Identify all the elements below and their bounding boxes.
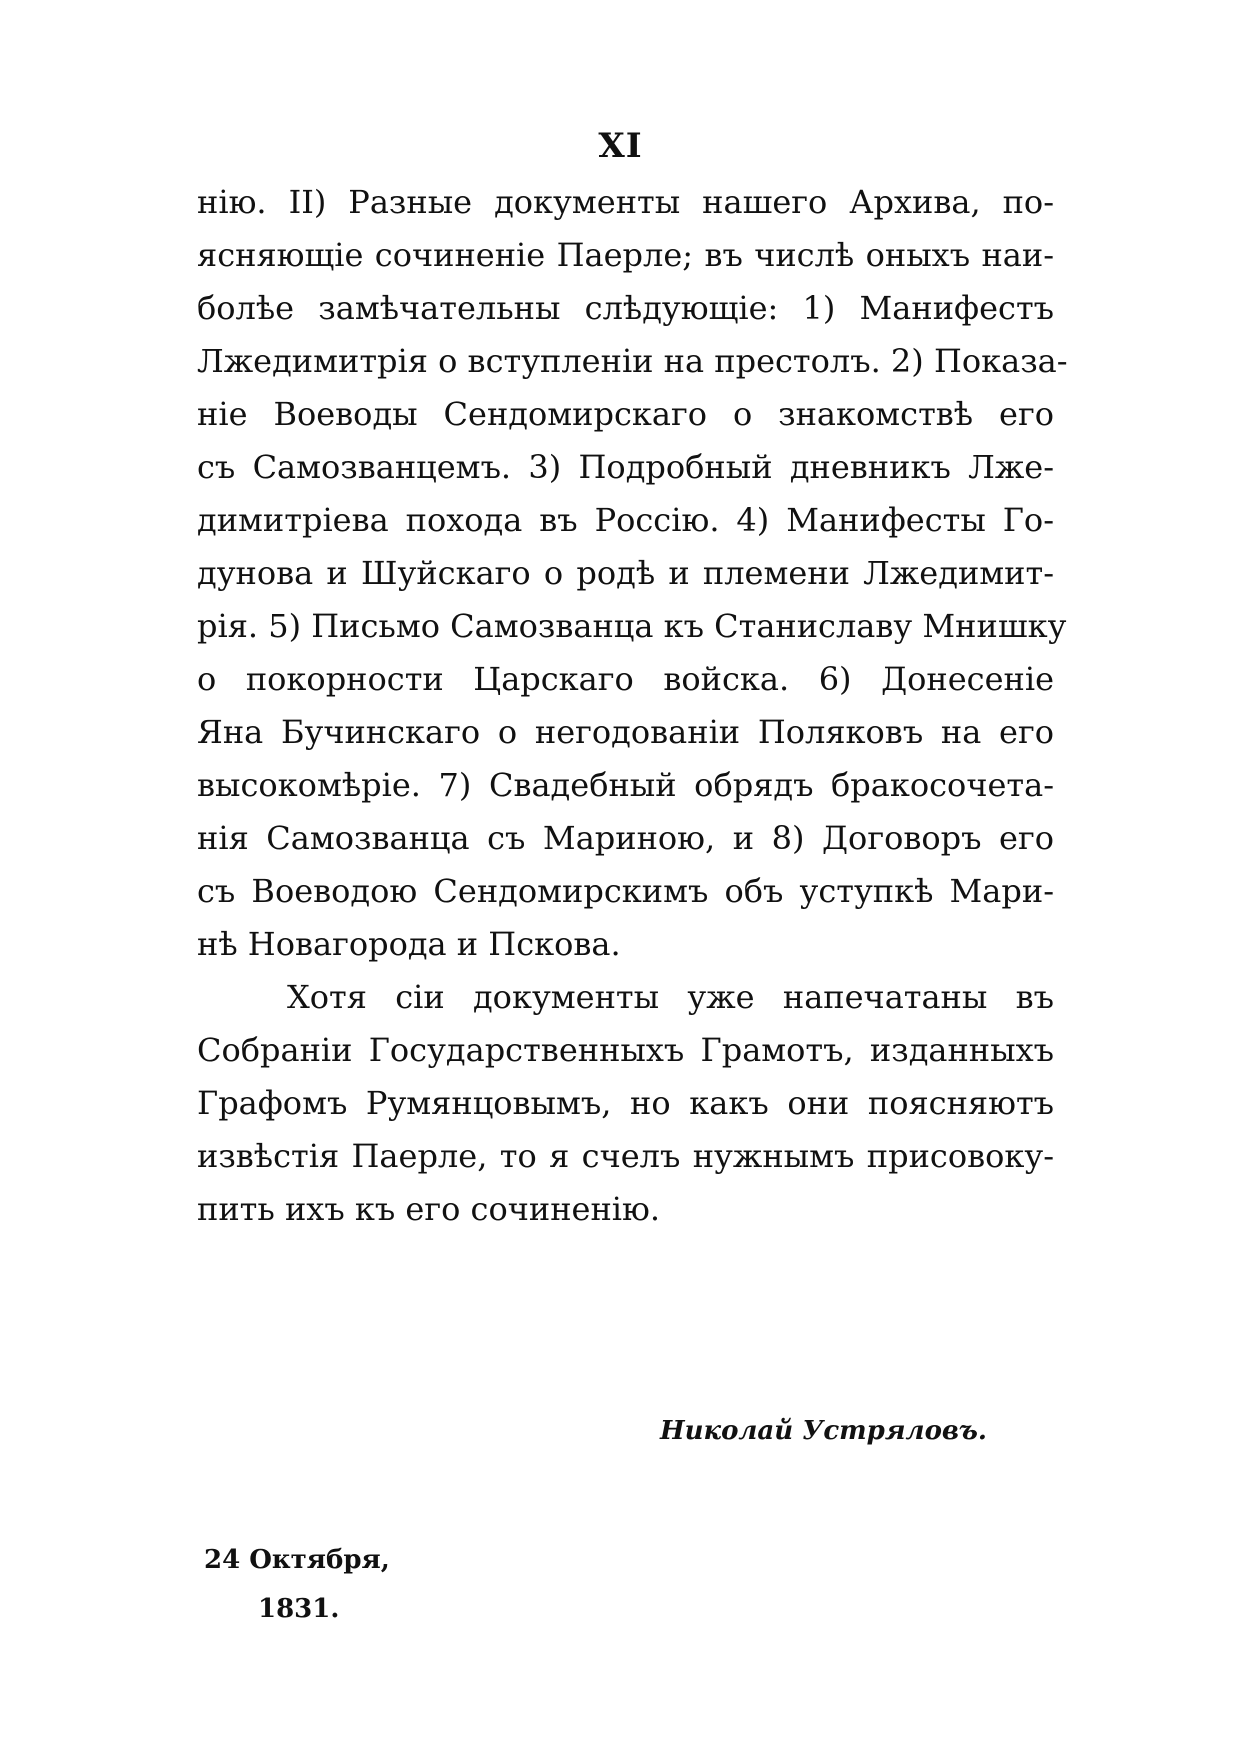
text-line: извѣстія Паерле, то я счелъ нужнымъ присовоку- [197, 1137, 1054, 1175]
text-line: о покорности Царскаго войска. 6) Донесеніе [197, 660, 1054, 698]
text-line: ясняющіе сочиненіе Паерле; въ числѣ оныхъ наи- [197, 236, 1054, 274]
text-line: дунова и Шуйскаго о родѣ и племени Лжедимит- [197, 554, 1054, 592]
text-line: нѣ Новагорода и Пскова. [197, 925, 621, 963]
text-line: димитріева похода въ Россію. 4) Манифесты Го- [197, 501, 1054, 539]
text-line: съ Самозванцемъ. 3) Подробный дневникъ Лже- [197, 448, 1054, 486]
text-line: пить ихъ къ его сочиненію. [197, 1190, 661, 1228]
date-year: 1831. [258, 1594, 340, 1624]
text-line: ніе Воеводы Сендомирскаго о знакомствѣ его [197, 395, 1054, 433]
text-line: высокомѣріе. 7) Свадебный обрядъ бракосочета- [197, 766, 1054, 804]
text-line: нія Самозванца съ Мариною, и 8) Договоръ его [197, 819, 1054, 857]
text-line: Яна Бучинскаго о негодованіи Поляковъ на его [197, 713, 1054, 751]
page-number: XI [598, 126, 643, 166]
text-line: Лжедимитрія о вступленіи на престолъ. 2) Показа- [197, 342, 1068, 380]
text-line: Графомъ Румянцовымъ, но какъ они поясняютъ [197, 1084, 1054, 1122]
text-line: Собраніи Государственныхъ Грамотъ, изданныхъ [197, 1031, 1054, 1069]
author-signature: Николай Устряловъ. [660, 1416, 987, 1446]
text-line: съ Воеводою Сендомирскимъ объ уступкѣ Мари- [197, 872, 1054, 910]
date-day: 24 Октября, [204, 1545, 390, 1575]
text-line: нію. II) Разные документы нашего Архива, по- [197, 183, 1054, 221]
text-line: Хотя сіи документы уже напечатаны въ [287, 978, 1054, 1016]
text-line: рія. 5) Письмо Самозванца къ Станиславу Мнишку [197, 607, 1067, 645]
text-line: болѣе замѣчательны слѣдующіе: 1) Манифестъ [197, 289, 1054, 327]
